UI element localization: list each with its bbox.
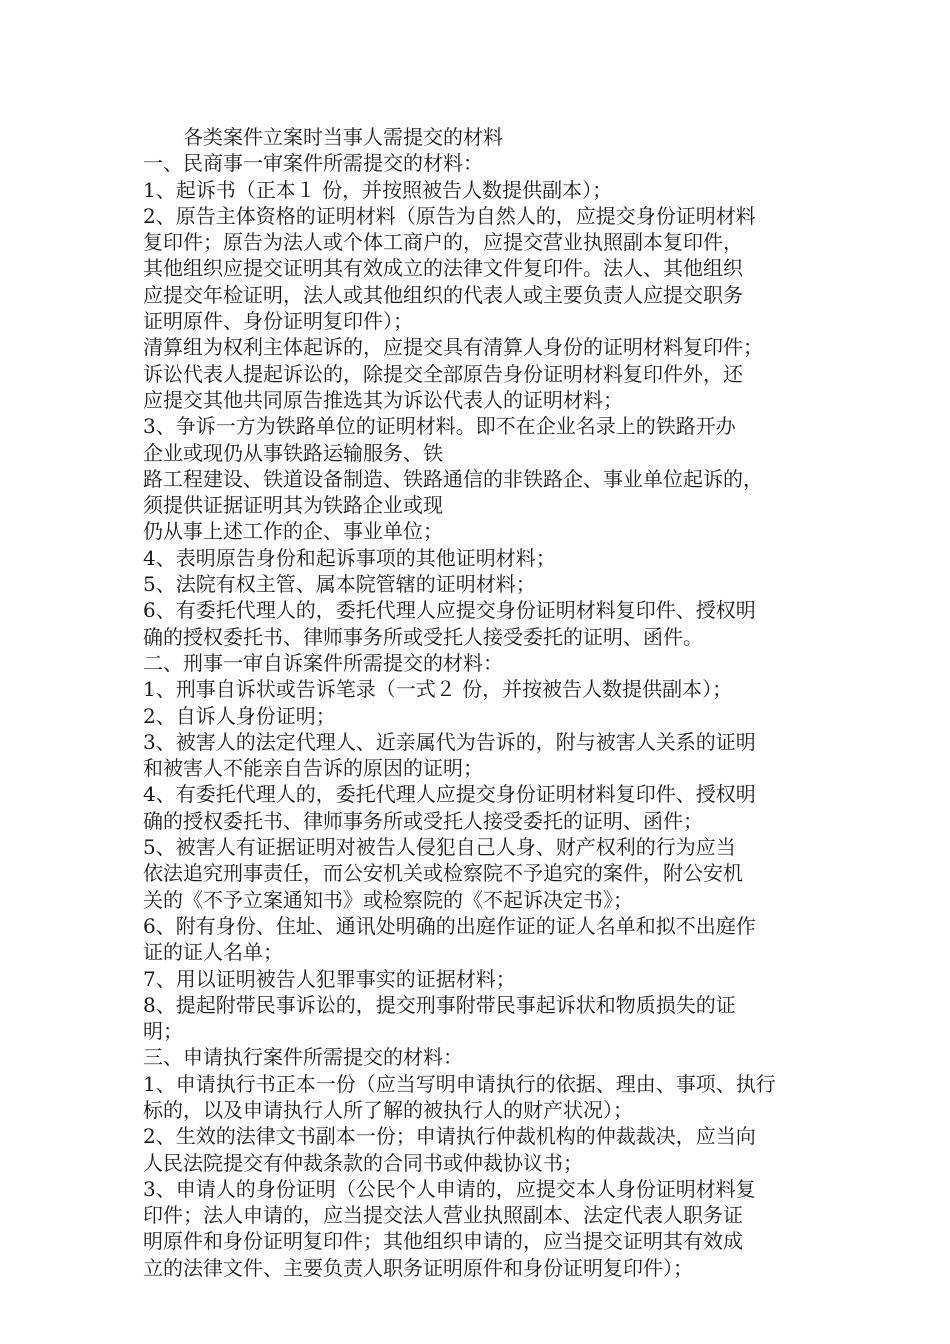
text-line: 关的《不予立案通知书》或检察院的《不起诉决定书》； <box>143 887 633 912</box>
text-line: 路工程建设、铁道设备制造、铁路通信的非铁路企、事业单位起诉的， <box>143 466 763 491</box>
text-line: 2、自诉人身份证明； <box>143 703 336 728</box>
text-line: 4、有委托代理人的，委托代理人应提交身份证明材料复印件、授权明 <box>143 782 756 807</box>
text-line: 和被害人不能亲自告诉的原因的证明； <box>143 756 483 781</box>
text-line: 4、表明原告身份和起诉事项的其他证明材料； <box>143 545 556 570</box>
text-line: 6、有委托代理人的，委托代理人应提交身份证明材料复印件、授权明 <box>143 598 756 623</box>
text-line: 清算组为权利主体起诉的，应提交具有清算人身份的证明材料复印件； <box>143 335 763 360</box>
text-line: 三、申请执行案件所需提交的材料： <box>143 1045 463 1070</box>
text-line: 应提交年检证明，法人或其他组织的代表人或主要负责人应提交职务 <box>143 282 743 307</box>
text-line: 企业或现仍从事铁路运输服务、铁 <box>143 440 443 465</box>
text-line: 6、附有身份、住址、通讯处明确的出庭作证的证人名单和拟不出庭作 <box>143 913 756 938</box>
text-line: 1、起诉书（正本１ 份，并按照被告人数提供副本）； <box>143 177 613 202</box>
text-line: 证明原件、身份证明复印件）； <box>143 309 413 334</box>
text-line: 2、原告主体资格的证明材料（原告为自然人的，应提交身份证明材料 <box>143 203 756 228</box>
text-line: 5、法院有权主管、属本院管辖的证明材料； <box>143 572 536 597</box>
text-line: 3、被害人的法定代理人、近亲属代为告诉的，附与被害人关系的证明 <box>143 729 756 754</box>
text-line: 8、提起附带民事诉讼的，提交刑事附带民事起诉状和物质损失的证 <box>143 992 736 1017</box>
text-line: 诉讼代表人提起诉讼的，除提交全部原告身份证明材料复印件外，还 <box>143 361 743 386</box>
text-line: 印件；法人申请的，应当提交法人营业执照副本、法定代表人职务证 <box>143 1203 743 1228</box>
text-line: 明； <box>143 1019 183 1044</box>
text-line: 其他组织应提交证明其有效成立的法律文件复印件。法人、其他组织 <box>143 256 743 281</box>
document-title: 各类案件立案时当事人需提交的材料 <box>183 125 503 149</box>
text-line: 确的授权委托书、律师事务所或受托人接受委托的证明、函件； <box>143 808 703 833</box>
text-line: 3、争诉一方为铁路单位的证明材料。即不在企业名录上的铁路开办 <box>143 414 736 439</box>
text-line: 5、被害人有证据证明对被告人侵犯自己人身、财产权利的行为应当 <box>143 835 736 860</box>
text-line: 7、用以证明被告人犯罪事实的证据材料； <box>143 966 516 991</box>
text-line: 复印件；原告为法人或个体工商户的，应提交营业执照副本复印件， <box>143 230 743 255</box>
text-line: 仍从事上述工作的企、事业单位； <box>143 519 443 544</box>
text-line: 1、申请执行书正本一份（应当写明申请执行的依据、理由、事项、执行 <box>143 1071 776 1096</box>
text-line: 一、民商事一审案件所需提交的材料： <box>143 151 483 176</box>
text-line: 确的授权委托书、律师事务所或受托人接受委托的证明、函件。 <box>143 624 703 649</box>
text-line: 依法追究刑事责任，而公安机关或检察院不予追究的案件，附公安机 <box>143 861 743 886</box>
document-body <box>143 124 815 1281</box>
text-line: 2、生效的法律文书副本一份；申请执行仲裁机构的仲裁裁决，应当向 <box>143 1124 756 1149</box>
text-line: 应提交其他共同原告推选其为诉讼代表人的证明材料； <box>143 387 623 412</box>
text-line: 人民法院提交有仲裁条款的合同书或仲裁协议书； <box>143 1150 583 1175</box>
text-line: 3、申请人的身份证明（公民个人申请的，应提交本人身份证明材料复 <box>143 1176 756 1201</box>
text-line: 标的，以及申请执行人所了解的被执行人的财产状况）； <box>143 1097 633 1122</box>
text-line: 须提供证据证明其为铁路企业或现 <box>143 493 443 518</box>
text-line: 立的法律文件、主要负责人职务证明原件和身份证明复印件）； <box>143 1255 693 1280</box>
text-line: 明原件和身份证明复印件；其他组织申请的，应当提交证明其有效成 <box>143 1229 743 1254</box>
text-line: 1、刑事自诉状或告诉笔录（一式２ 份，并按被告人数提供副本）； <box>143 677 733 702</box>
text-line: 证的证人名单； <box>143 940 283 965</box>
text-line: 二、刑事一审自诉案件所需提交的材料： <box>143 650 503 675</box>
